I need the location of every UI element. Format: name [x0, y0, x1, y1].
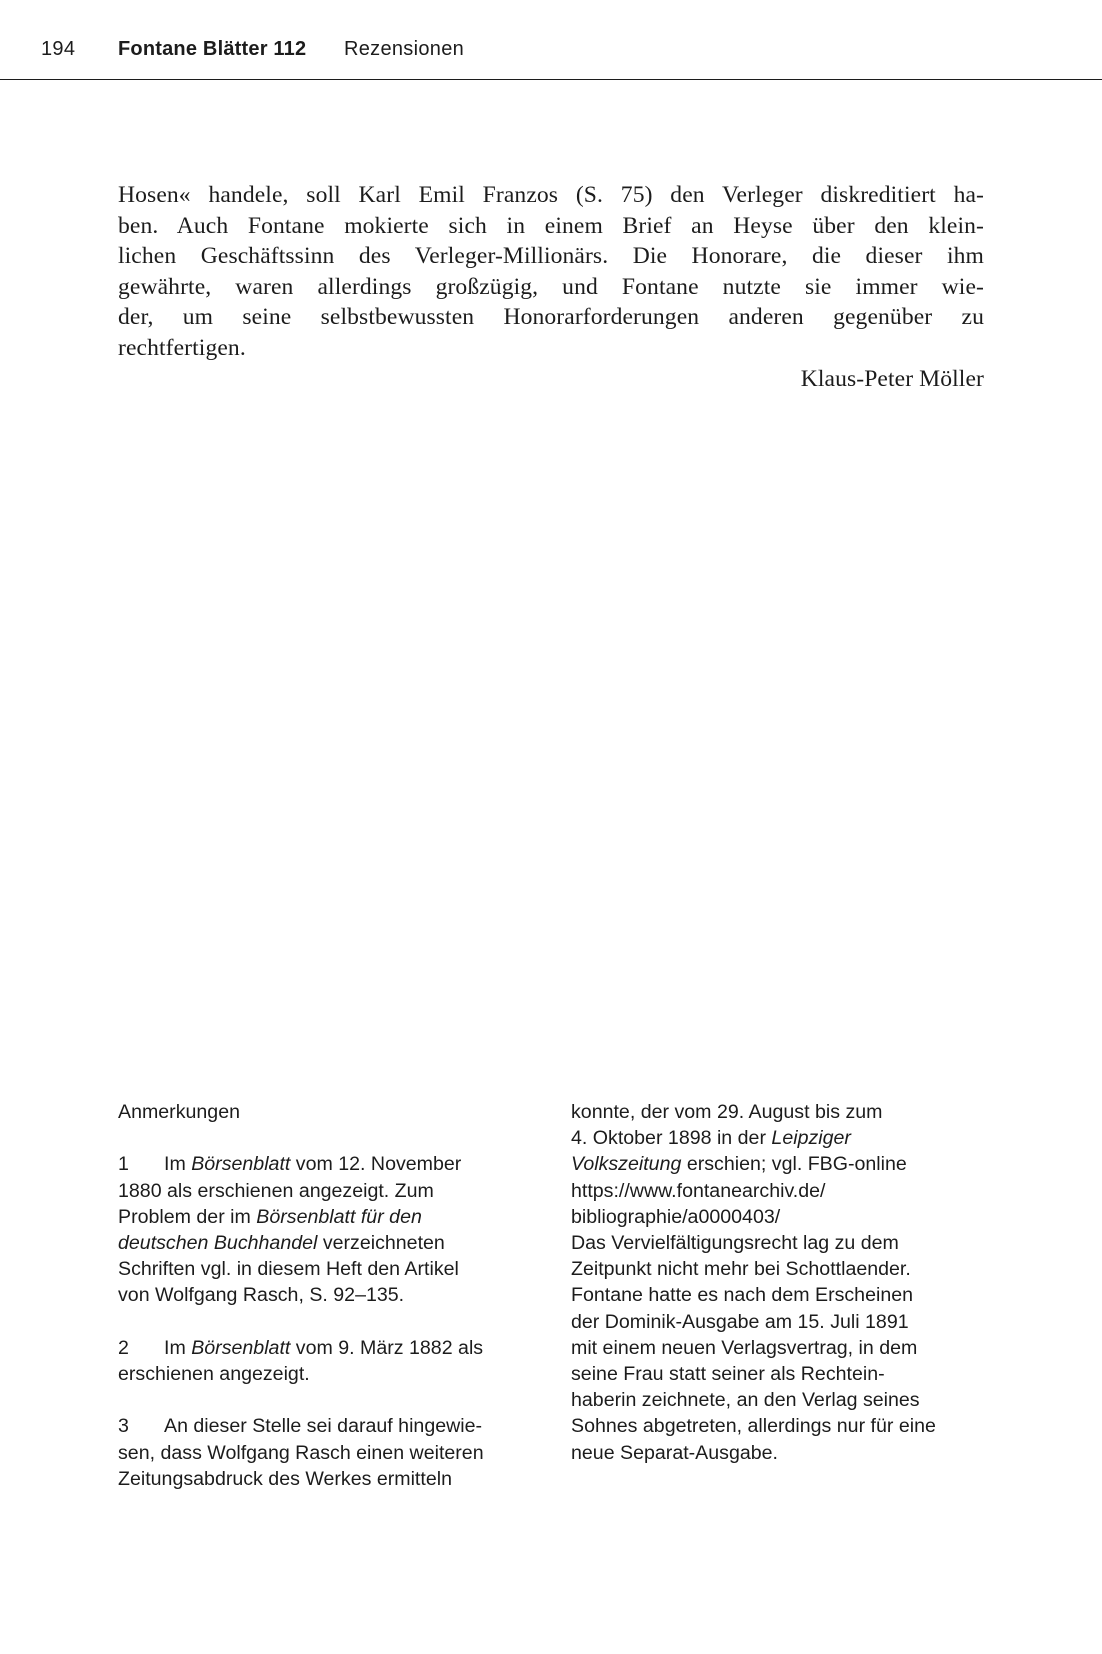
note-text: vom 9. März 1882 als	[290, 1336, 484, 1359]
note-text: seine Frau statt seiner als Rechtein-	[571, 1363, 885, 1386]
note-3	[118, 1413, 538, 1492]
notes-column-left	[118, 1099, 538, 1492]
note-italic: Volkszeitung	[571, 1153, 682, 1176]
note-number: 3	[118, 1415, 129, 1438]
note-text: konnte, der vom 29. August bis zum	[571, 1101, 883, 1123]
note-text: Zeitungsabdruck des Werkes ermitteln	[118, 1467, 452, 1490]
author-signature: Klaus-Peter Möller	[800, 365, 984, 392]
note-text: Schriften vgl. in diesem Heft den Artikel	[118, 1258, 459, 1281]
note-text: 4. Oktober 1898 in der	[571, 1127, 772, 1150]
note-text: Im	[164, 1153, 192, 1176]
note-1	[118, 1151, 538, 1308]
note-url: https://www.fontanearchiv.de/	[571, 1179, 826, 1202]
note-text: An dieser Stelle sei darauf hingewie-	[164, 1415, 483, 1438]
note-italic: deutschen Buchhandel	[118, 1232, 318, 1254]
note-text: erschienen angezeigt.	[118, 1363, 310, 1385]
note-italic: Börsenblatt	[191, 1336, 291, 1359]
body-line: Hosen« handele, soll Karl Emil Franzos (S. 75) den Verleger diskreditiert ha-	[118, 182, 984, 208]
note-2	[118, 1335, 538, 1387]
note-italic: Leipziger	[771, 1127, 851, 1150]
note-text: neue Separat-Ausgabe.	[571, 1441, 778, 1464]
body-line: der, um seine selbstbewussten Honorarforderungen anderen gegenüber zu	[118, 304, 984, 331]
note-text: erschien; vgl. FBG-online	[681, 1153, 907, 1176]
note-number: 1	[118, 1153, 129, 1176]
body-line: ben. Auch Fontane mokierte sich in einem Brief an Heyse über den klein-	[118, 212, 984, 239]
note-url: bibliographie/a0000403/	[571, 1205, 781, 1228]
note-text: vom 12. November	[290, 1153, 462, 1176]
note-text: mit einem neuen Verlagsvertrag, in dem	[571, 1336, 918, 1359]
note-text: haberin zeichnete, an den Verlag seines	[571, 1389, 920, 1412]
note-text: von Wolfgang Rasch, S. 92–135.	[118, 1284, 405, 1307]
running-header	[0, 0, 1102, 80]
body-line: gewährte, waren allerdings großzügig, und Fontane nutzte sie immer wie-	[118, 273, 984, 300]
note-italic: Börsenblatt für den	[256, 1205, 422, 1228]
note-text: Sohnes abgetreten, allerdings nur für eine	[571, 1415, 936, 1438]
body-line: rechtfertigen.	[118, 334, 246, 361]
note-number: 2	[118, 1336, 129, 1359]
notes-column-right	[571, 1099, 991, 1466]
body-line: lichen Geschäftssinn des Verleger-Millionärs. Die Honorare, die dieser ihm	[118, 243, 984, 270]
note-text: Fontane hatte es nach dem Erscheinen	[571, 1284, 914, 1307]
note-text: Im	[164, 1336, 192, 1359]
note-text: Problem der im	[118, 1205, 257, 1228]
note-text: sen, dass Wolfgang Rasch einen weiteren	[118, 1441, 484, 1464]
note-italic: Börsenblatt	[191, 1153, 291, 1176]
note-text: verzeichneten	[317, 1232, 445, 1254]
section-title: Rezensionen	[344, 38, 465, 60]
page-number: 194	[41, 38, 76, 60]
note-text: Das Vervielfältigungsrecht lag zu dem	[571, 1232, 899, 1255]
note-text: Zeitpunkt nicht mehr bei Schottlaender.	[571, 1258, 911, 1281]
journal-title: Fontane Blätter 112	[118, 38, 307, 60]
note-text: der Dominik-Ausgabe am 15. Juli 1891	[571, 1310, 909, 1333]
note-text: 1880 als erschienen angezeigt. Zum	[118, 1179, 434, 1202]
notes-heading: Anmerkungen	[118, 1101, 240, 1123]
body-paragraph	[118, 180, 984, 394]
